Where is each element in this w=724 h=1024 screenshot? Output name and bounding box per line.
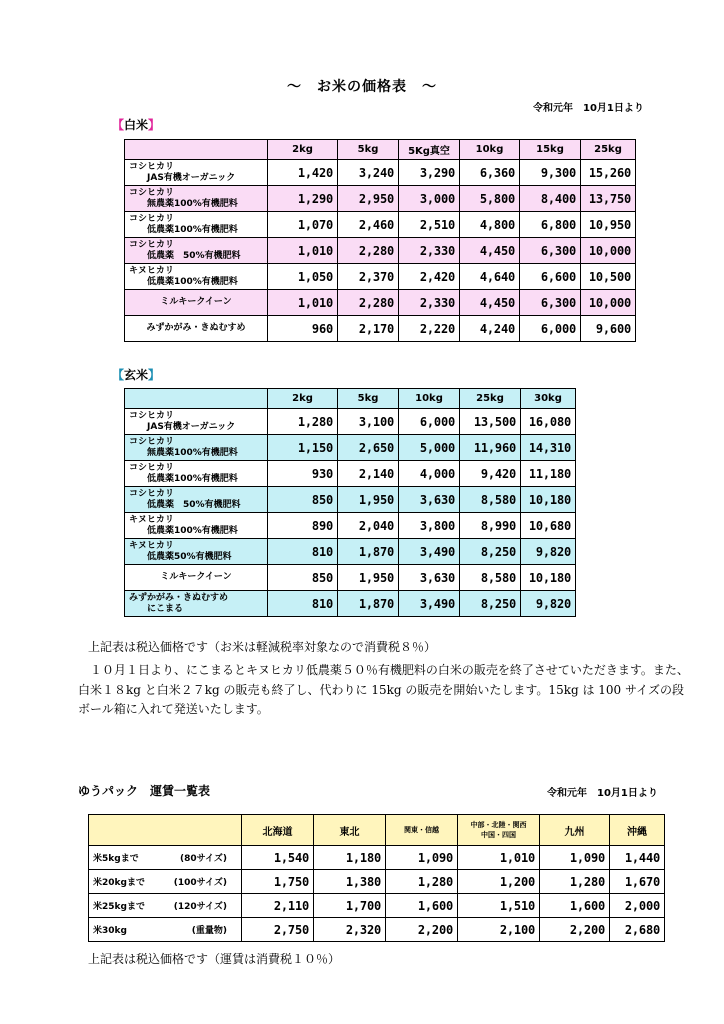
shipping-tax-note: 上記表は税込価格です（運賃は消費税１０％） <box>88 952 341 966</box>
rate-cell: 1,090 <box>540 846 610 870</box>
table-row <box>125 513 576 539</box>
price-cell: 14,310 <box>521 435 576 461</box>
variety-cell <box>125 487 268 513</box>
price-cell: 10,000 <box>581 238 636 264</box>
notice-paragraph: １０月１日より、にこまるとキヌヒカリ低農薬５０％有機肥料の白米の販売を終了させていただきます。また、白米１８kg と白米２７kg の販売も終了し、代わりに 15kg の販売を開始いたします。15kg は 100 サイズの段ボール箱に入れて発送いたします。 <box>78 663 689 716</box>
price-cell: 1,950 <box>338 487 399 513</box>
variety-subtitle: 低農薬 50%有機肥料 <box>147 250 241 261</box>
price-cell: 1,010 <box>268 238 338 264</box>
shipping-date: 令和元年 10月1日より <box>547 788 658 799</box>
price-cell: 850 <box>268 565 338 591</box>
variety-name: キヌヒカリ <box>129 514 174 525</box>
price-cell: 930 <box>268 461 338 487</box>
variety-name: コシヒカリ <box>129 462 175 473</box>
bracket-close: 】 <box>148 118 161 132</box>
table-row <box>125 212 636 238</box>
rate-cell: 1,380 <box>314 870 386 894</box>
price-cell: 6,000 <box>399 409 460 435</box>
table-row <box>89 894 665 918</box>
price-cell: 2,330 <box>399 238 460 264</box>
variety-cell <box>125 539 268 565</box>
table-row <box>89 846 665 870</box>
weight-cell <box>89 894 242 918</box>
price-cell: 10,180 <box>521 487 576 513</box>
rate-cell: 1,670 <box>610 870 665 894</box>
variety-cell <box>125 565 268 591</box>
rate-cell: 1,440 <box>610 846 665 870</box>
variety-cell <box>125 591 268 617</box>
shipping-title: ゆうパック 運賃一覧表 <box>78 784 211 798</box>
price-cell: 1,280 <box>268 409 338 435</box>
rate-cell: 1,510 <box>458 894 540 918</box>
weight-cell <box>89 870 242 894</box>
price-cell: 6,800 <box>520 212 581 238</box>
genmai-label: 玄米 <box>124 368 149 382</box>
header-cell: 沖縄 <box>610 815 665 846</box>
table-header-row <box>125 389 576 409</box>
price-cell: 8,400 <box>520 186 581 212</box>
table-row <box>125 316 636 342</box>
price-cell: 2,220 <box>399 316 460 342</box>
rate-cell: 1,010 <box>458 846 540 870</box>
rate-cell: 1,700 <box>314 894 386 918</box>
table-row <box>125 238 636 264</box>
price-cell: 2,650 <box>338 435 399 461</box>
price-cell: 4,800 <box>460 212 520 238</box>
price-cell: 6,600 <box>520 264 581 290</box>
box-size: (120サイズ) <box>173 902 227 912</box>
table-row <box>125 565 576 591</box>
variety-subtitle: JAS有機オーガニック <box>147 172 236 183</box>
price-cell: 1,050 <box>268 264 338 290</box>
rate-cell: 1,600 <box>540 894 610 918</box>
price-cell: 11,960 <box>460 435 521 461</box>
box-size: (80サイズ) <box>179 854 227 864</box>
price-cell: 1,290 <box>268 186 338 212</box>
price-cell: 1,870 <box>338 539 399 565</box>
effective-date: 令和元年 10月1日より <box>533 103 644 114</box>
variety-name: コシヒカリ <box>129 161 175 172</box>
price-cell: 8,250 <box>460 591 521 617</box>
variety-subtitle: 低農薬100%有機肥料 <box>147 525 238 536</box>
header-cell: 5kg <box>338 140 399 160</box>
hakumai-price-table <box>124 139 636 342</box>
rate-cell: 2,200 <box>540 918 610 942</box>
genmai-price-table <box>124 388 576 617</box>
variety-subtitle: JAS有機オーガニック <box>147 421 236 432</box>
price-cell: 2,140 <box>338 461 399 487</box>
rate-cell: 2,000 <box>610 894 665 918</box>
price-cell: 1,150 <box>268 435 338 461</box>
price-cell: 16,080 <box>521 409 576 435</box>
weight-limit: 米30kg <box>93 926 127 936</box>
price-cell: 5,000 <box>399 435 460 461</box>
header-cell: 10kg <box>460 140 520 160</box>
table-row <box>125 160 636 186</box>
price-cell: 890 <box>268 513 338 539</box>
variety-cell <box>125 186 268 212</box>
price-cell: 960 <box>268 316 338 342</box>
rate-cell: 1,280 <box>386 870 458 894</box>
header-cell: 5kg <box>338 389 399 409</box>
header-line: 中国・四国 <box>481 831 516 839</box>
price-cell: 4,450 <box>460 238 520 264</box>
price-cell: 1,870 <box>338 591 399 617</box>
price-cell: 1,420 <box>268 160 338 186</box>
variety-cell <box>125 316 268 342</box>
variety-name: キヌヒカリ <box>129 540 174 551</box>
price-cell: 6,360 <box>460 160 520 186</box>
price-cell: 9,600 <box>581 316 636 342</box>
price-cell: 1,010 <box>268 290 338 316</box>
table-row <box>125 264 636 290</box>
table-row <box>125 591 576 617</box>
rate-cell: 1,750 <box>242 870 314 894</box>
shipping-rate-table <box>88 814 665 942</box>
page-title: ～ お米の価格表 ～ <box>287 79 437 95</box>
variety-name: コシヒカリ <box>129 239 175 250</box>
table-row <box>125 487 576 513</box>
rate-cell: 2,320 <box>314 918 386 942</box>
price-cell: 3,290 <box>399 160 460 186</box>
price-cell: 2,510 <box>399 212 460 238</box>
price-cell: 4,450 <box>460 290 520 316</box>
weight-limit: 米25kgまで <box>93 902 145 912</box>
variety-cell <box>125 212 268 238</box>
header-cell: 2kg <box>268 389 338 409</box>
rate-cell: 2,200 <box>386 918 458 942</box>
variety-cell <box>125 461 268 487</box>
table-row <box>125 186 636 212</box>
variety-name: コシヒカリ <box>129 410 175 421</box>
rate-cell: 1,200 <box>458 870 540 894</box>
price-cell: 1,950 <box>338 565 399 591</box>
weight-cell <box>89 846 242 870</box>
rate-cell: 1,090 <box>386 846 458 870</box>
variety-name: ミルキークイーン <box>160 297 232 307</box>
price-cell: 8,250 <box>460 539 521 565</box>
table-header-row <box>125 140 636 160</box>
price-cell: 13,750 <box>581 186 636 212</box>
price-cell: 4,000 <box>399 461 460 487</box>
variety-subtitle: 無農薬100%有機肥料 <box>147 198 238 209</box>
price-cell: 5,800 <box>460 186 520 212</box>
variety-cell <box>125 238 268 264</box>
rate-cell: 1,180 <box>314 846 386 870</box>
price-cell: 4,240 <box>460 316 520 342</box>
header-cell: 東北 <box>314 815 386 846</box>
header-cell: 15kg <box>520 140 581 160</box>
price-cell: 850 <box>268 487 338 513</box>
price-cell: 1,070 <box>268 212 338 238</box>
price-cell: 3,000 <box>399 186 460 212</box>
rate-cell: 2,110 <box>242 894 314 918</box>
variety-cell <box>125 160 268 186</box>
price-cell: 10,180 <box>521 565 576 591</box>
variety-name: コシヒカリ <box>129 436 175 447</box>
price-cell: 11,180 <box>521 461 576 487</box>
price-cell: 3,630 <box>399 565 460 591</box>
table-row <box>125 409 576 435</box>
header-cell: 25kg <box>460 389 521 409</box>
variety-subtitle: 低農薬100%有機肥料 <box>147 276 238 287</box>
price-cell: 2,370 <box>338 264 399 290</box>
rate-cell: 1,600 <box>386 894 458 918</box>
price-cell: 3,240 <box>338 160 399 186</box>
weight-limit: 米5kgまで <box>93 854 139 864</box>
hakumai-section-label <box>112 116 160 133</box>
price-cell: 2,040 <box>338 513 399 539</box>
price-cell: 9,300 <box>520 160 581 186</box>
price-cell: 2,280 <box>338 290 399 316</box>
price-cell: 9,420 <box>460 461 521 487</box>
header-cell: 2kg <box>268 140 338 160</box>
variety-subtitle: 低農薬 50%有機肥料 <box>147 499 241 510</box>
variety-name: みずかがみ・きぬむすめ <box>146 323 246 333</box>
variety-cell <box>125 435 268 461</box>
price-cell: 6,300 <box>520 290 581 316</box>
variety-cell <box>125 409 268 435</box>
table-row <box>89 870 665 894</box>
table-row <box>125 461 576 487</box>
variety-subtitle: 低農薬50%有機肥料 <box>147 551 232 562</box>
header-cell: 25kg <box>581 140 636 160</box>
price-cell: 6,000 <box>520 316 581 342</box>
variety-cell <box>125 290 268 316</box>
genmai-section-label <box>112 366 160 383</box>
weight-limit: 米20kgまで <box>93 878 145 888</box>
rate-cell: 2,100 <box>458 918 540 942</box>
price-cell: 13,500 <box>460 409 521 435</box>
price-cell: 2,460 <box>338 212 399 238</box>
price-cell: 3,100 <box>338 409 399 435</box>
price-cell: 4,640 <box>460 264 520 290</box>
rate-cell: 1,280 <box>540 870 610 894</box>
hakumai-label: 白米 <box>124 118 149 132</box>
header-cell: 九州 <box>540 815 610 846</box>
header-cell: 5Kg真空 <box>399 140 460 160</box>
header-cell <box>89 815 242 846</box>
variety-name: ミルキークイーン <box>160 572 232 582</box>
bracket-close: 】 <box>148 368 161 382</box>
header-cell: 北海道 <box>242 815 314 846</box>
variety-subtitle: 低農薬100%有機肥料 <box>147 224 238 235</box>
price-cell: 9,820 <box>521 591 576 617</box>
variety-name: コシヒカリ <box>129 213 175 224</box>
variety-subtitle: にこまる <box>147 603 184 614</box>
header-cell: 30kg <box>521 389 576 409</box>
header-cell: 10kg <box>399 389 460 409</box>
price-cell: 2,280 <box>338 238 399 264</box>
rate-cell: 1,540 <box>242 846 314 870</box>
tax-note: 上記表は税込価格です（お米は軽減税率対象なので消費税８％） <box>88 640 437 654</box>
price-cell: 6,300 <box>520 238 581 264</box>
price-cell: 3,490 <box>399 539 460 565</box>
header-line: 中部・北陸・関西 <box>470 821 527 829</box>
price-cell: 15,260 <box>581 160 636 186</box>
table-row <box>89 918 665 942</box>
box-size: (重量物) <box>191 926 227 936</box>
price-cell: 2,420 <box>399 264 460 290</box>
variety-subtitle: 低農薬100%有機肥料 <box>147 473 238 484</box>
weight-cell <box>89 918 242 942</box>
variety-cell <box>125 513 268 539</box>
variety-name: コシヒカリ <box>129 488 175 499</box>
price-cell: 10,500 <box>581 264 636 290</box>
table-header-row <box>89 815 665 846</box>
price-cell: 10,000 <box>581 290 636 316</box>
table-row <box>125 539 576 565</box>
price-cell: 10,680 <box>521 513 576 539</box>
price-cell: 2,950 <box>338 186 399 212</box>
variety-subtitle: 無農薬100%有機肥料 <box>147 447 238 458</box>
price-cell: 3,630 <box>399 487 460 513</box>
price-cell: 9,820 <box>521 539 576 565</box>
variety-name: コシヒカリ <box>129 187 175 198</box>
header-cell: 関東・信越 <box>386 815 458 846</box>
bracket-open: 【 <box>112 118 125 132</box>
variety-cell <box>125 264 268 290</box>
rate-cell: 2,750 <box>242 918 314 942</box>
price-cell: 8,580 <box>460 565 521 591</box>
header-cell-multiline <box>458 815 540 846</box>
table-row <box>125 290 636 316</box>
price-cell: 8,580 <box>460 487 521 513</box>
price-cell: 2,330 <box>399 290 460 316</box>
box-size: (100サイズ) <box>173 878 227 888</box>
price-cell: 2,170 <box>338 316 399 342</box>
header-cell <box>125 140 268 160</box>
variety-name: キヌヒカリ <box>129 265 174 276</box>
price-cell: 3,490 <box>399 591 460 617</box>
price-cell: 10,950 <box>581 212 636 238</box>
header-cell <box>125 389 268 409</box>
variety-name: みずかがみ・きぬむすめ <box>129 592 229 603</box>
price-cell: 8,990 <box>460 513 521 539</box>
rate-cell: 2,680 <box>610 918 665 942</box>
price-cell: 810 <box>268 539 338 565</box>
bracket-open: 【 <box>112 368 125 382</box>
price-cell: 810 <box>268 591 338 617</box>
price-cell: 3,800 <box>399 513 460 539</box>
table-row <box>125 435 576 461</box>
